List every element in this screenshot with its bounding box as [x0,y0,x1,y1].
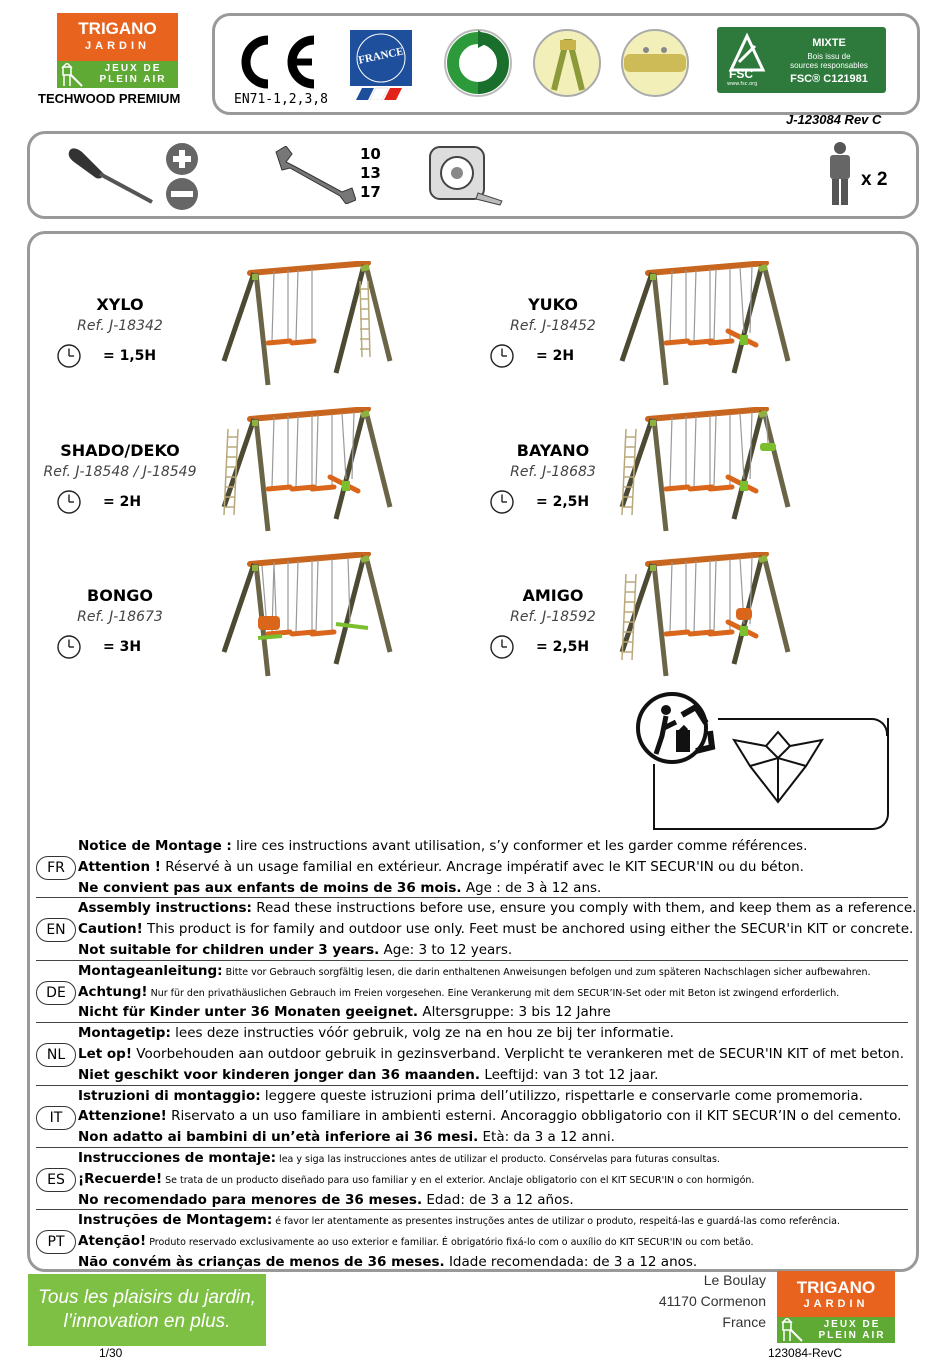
notice-de [36,961,908,1023]
assembly-time: = 2H [536,348,575,364]
beam-icon [620,28,690,98]
notice-heading: Assembly instructions: [78,900,252,917]
address-line: 41170 Cormenon [658,1293,766,1309]
product-ref: Ref. J-18548 / J-18549 [43,464,197,480]
notice-text: Age: 3 to 12 years. [379,941,513,958]
brand-sub: JARDIN [85,40,150,52]
notice-heading: Não convém às crianças de menos de 36 meses. [78,1253,445,1270]
wrench-icon [272,146,356,204]
fsc-line2: sources responsables [790,61,868,70]
notice-text: Produto reservado exclusivamente ao uso exterior e familiar. É obrigatório fixá-lo com o auxílio do KIT SECUR'IN ou com betão. [146,1237,754,1249]
notice-text: lea y siga las instrucciones antes de utilizar el producto. Consérvelas para futuras consultas. [276,1154,720,1165]
assembly-time: = 2,5H [536,639,590,655]
assembly-time: = 2H [103,494,142,510]
swing-set-illustration [218,552,413,682]
brand-name: TRIGANO [78,19,157,38]
notice-heading: Notice de Montage : [78,838,232,854]
swing-set-illustration [218,407,413,537]
fsc-url: www.fsc.org [727,81,758,87]
language-code: ES [36,1168,76,1192]
notice-heading: Non adatto ai bambini di un’età inferiore ai 36 mesi. [78,1129,479,1146]
slogan-line-1: Tous les plaisirs du jardin, [38,1287,256,1308]
notice-line [78,982,839,1004]
notice-text: Riservato a un uso familiare in ambienti esterni. Ancoraggio obbligatorio con il KIT SECUR’IN o del cemento. [166,1108,902,1125]
swing-set-illustration [616,407,811,537]
notice-heading: Montageanleitung: [78,962,223,979]
document-code: 123084-RevC [768,1346,843,1360]
brand-logo-bottom [777,1271,895,1343]
a-frame-icon [532,28,602,98]
notice-line [78,1169,754,1191]
product-name: BAYANO [516,441,590,460]
notice-text: Age : de 3 à 12 ans. [461,879,602,896]
product-name: XYLO [96,295,144,314]
product-ref: Ref. J-18342 [77,318,163,334]
notice-text: lire ces instructions avant utilisation, s’y conformer et les garder comme références. [231,838,808,854]
brand-tag-2: PLEIN AIR [99,74,167,85]
notice-line [78,1210,840,1232]
document-reference: J-123084 Rev C [786,112,882,127]
notice-heading: Nicht für Kinder unter 36 Monaten geeignet. [78,1004,419,1021]
notice-line [78,1127,615,1147]
notice-line [78,961,871,983]
notice-heading: Atenção! [78,1233,147,1250]
swing-set-illustration [616,261,811,391]
clock-icon [57,490,81,514]
product-ref: Ref. J-18452 [510,318,596,334]
notice-text: Réservé à un usage familial en extérieur. Ancrage impératif avec le KIT SECUR'IN ou du béton. [160,858,804,875]
product-ref: Ref. J-18673 [77,609,163,625]
notice-line [78,836,807,856]
notice-text: leggere queste istruzioni prima dell’utilizzo, rispettarle e conservarle come promemoria. [260,1087,863,1104]
wrench-size: 10 [360,145,381,163]
address-line: France [722,1314,766,1330]
notice-line [78,1106,901,1126]
notice-heading: Attenzione! [78,1108,167,1125]
language-code: PT [36,1230,76,1254]
notice-en [36,898,917,960]
notice-heading: Instrucciones de montaje: [78,1150,277,1166]
notice-text: Leeftijd: van 3 tot 12 jaar. [480,1066,659,1083]
person-icon [826,141,854,207]
notice-text: Idade recomendada: de 3 a 12 anos. [444,1253,698,1270]
norms-text: EN71-1,2,3,8 [234,92,328,107]
notice-nl [36,1023,908,1085]
clock-icon [57,635,81,659]
notice-line [78,1023,674,1043]
language-code: IT [36,1106,76,1130]
notice-text: Età: da 3 a 12 anni. [478,1129,615,1146]
notice-line [78,1086,863,1106]
language-code: DE [36,981,76,1005]
product-name: AMIGO [522,586,584,605]
fsc-code: FSC® C121981 [790,73,868,85]
notice-line [78,857,804,877]
notice-line [78,1252,697,1272]
notice-line [78,940,512,960]
playground-icon [780,1318,806,1342]
ce-mark-icon [228,32,320,92]
notice-text: é favor ler atentamente as presentes instruções antes de utilizar o produto, respeitá-las e guardá-las como referência. [272,1216,840,1228]
person-count: x 2 [861,169,888,190]
notice-text: Edad: de 3 a 12 años. [422,1191,574,1208]
language-code: FR [36,856,76,880]
fsc-logo-text: FSC [729,67,753,81]
notice-line [78,878,601,898]
page-number: 1/30 [99,1346,123,1360]
clock-icon [57,344,81,368]
notice-line [78,1190,574,1210]
notice-heading: Attention ! [78,858,161,875]
notice-heading: ¡Recuerde! [78,1170,163,1187]
notice-heading: Montagetip: [78,1025,171,1042]
slogan-line-2: l’innovation en plus. [63,1311,231,1332]
fsc-label [717,27,886,93]
product-ref: Ref. J-18683 [510,464,596,480]
notice-heading: Istruzioni di montaggio: [78,1087,261,1104]
brand-name: TRIGANO [796,1278,876,1297]
france-label: FRANCE [357,45,405,67]
notice-text: Bitte vor Gebrauch sorgfältig lesen, die darin enthaltenen Anweisungen befolgen und zum späteren Nachschlagen sicher aufbewahren. [222,966,871,978]
product-name: BONGO [87,586,153,605]
origine-france-logo [348,28,414,100]
assembly-time: = 2,5H [536,494,590,510]
notice-line [78,1002,611,1022]
brand-tag-1: JEUX DE [104,63,162,74]
box-frame-left [653,764,655,828]
swing-set-illustration [218,261,413,391]
playground-icon [60,63,86,87]
notice-text: Se trata de un producto diseñado para uso familiar y en el exterior. Anclaje obligatorio con el KIT SECUR'IN o con hormigón. [162,1174,755,1186]
notice-heading: Instruções de Montagem: [78,1212,273,1229]
tape-measure-icon [428,143,504,207]
brand-sub: JARDIN [803,1298,869,1310]
brand-tag-2: PLEIN AIR [818,1330,886,1341]
notice-es [36,1148,908,1210]
wrench-size: 17 [360,183,381,201]
notice-text: Voorbehouden aan outdoor gebruik in gezinsverband. Verplicht te verankeren met de SECUR'IN KIT of met beton. [132,1045,905,1062]
notice-heading: Ne convient pas aux enfants de moins de 36 mois. [78,879,462,896]
minus-icon [165,177,199,211]
clock-icon [490,490,514,514]
notice-line [78,1231,754,1253]
notice-fr [36,836,908,898]
notice-line [78,898,916,918]
notice-heading: Let op! [78,1045,133,1062]
notice-line [78,1065,658,1085]
notice-text: Altersgruppe: 3 bis 12 Jahre [418,1004,611,1021]
green-dot-icon [443,28,513,98]
notice-heading: Not suitable for children under 3 years. [78,941,380,958]
language-code: EN [36,918,76,942]
notice-line [78,1148,720,1170]
clock-icon [490,635,514,659]
notice-heading: No recomendado para menores de 36 meses. [78,1191,423,1208]
notice-it [36,1086,908,1148]
product-name: YUKO [528,295,578,314]
language-code: NL [36,1043,76,1067]
assembly-time: = 3H [103,639,142,655]
notice-text: Read these instructions before use, ensure you comply with them, and keep them as a reference. [251,900,917,917]
product-name: SHADO/DEKO [60,441,180,460]
fsc-mixte: MIXTE [812,37,846,49]
wrench-size: 13 [360,164,381,182]
notice-line [78,1044,904,1064]
assembly-time: = 1,5H [103,348,157,364]
product-line: TECHWOOD PREMIUM [38,91,181,106]
wrench-sizes [360,145,381,202]
brand-logo-top [57,13,178,88]
notice-line [78,919,913,939]
fsc-line1: Bois issu de [807,52,851,61]
product-ref: Ref. J-18592 [510,609,596,625]
swing-set-illustration [616,552,811,682]
slogan-box [28,1274,266,1346]
notice-text: This product is for family and outdoor use only. Feet must be anchored using either the SECUR'in KIT or concrete. [142,921,914,938]
address-line: Le Boulay [703,1272,766,1288]
notice-text: Nur für den privathäuslichen Gebrauch im Freien vorgesehen. Eine Verankerung mit dem SECUR’IN-Set oder mit Beton ist zwingend erforderlich. [147,987,840,999]
notice-heading: Caution! [78,921,143,938]
notice-heading: Niet geschikt voor kinderen jonger dan 36 maanden. [78,1066,481,1083]
box-icon [730,730,826,804]
notice-heading: Achtung! [78,983,148,1000]
clock-icon [490,344,514,368]
plus-icon [165,142,199,176]
fsc-tree-icon [725,32,769,72]
notice-pt [36,1210,908,1271]
notice-text: lees deze instructies vóór gebruik, volg ze na en hou ze bij ter informatie. [170,1025,674,1042]
brand-tag-1: JEUX DE [823,1319,881,1330]
address [600,1270,766,1333]
screwdriver-icon [64,142,160,206]
